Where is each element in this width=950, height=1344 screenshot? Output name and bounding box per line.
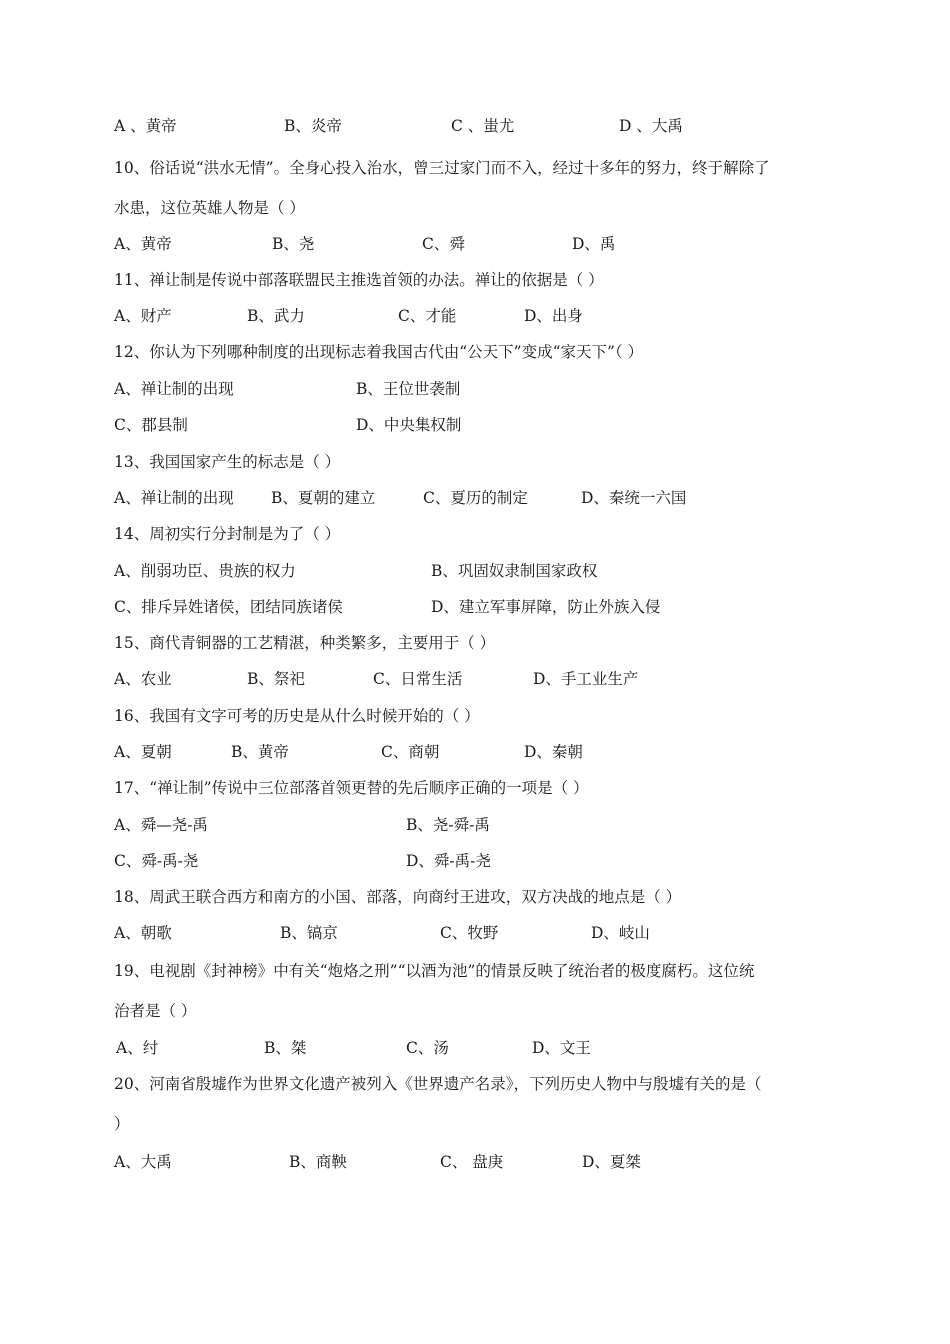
q15-option-d: D、手工业生产 bbox=[533, 670, 639, 688]
q20-text-line1: 20、河南省殷墟作为世界文化遗产被列入《世界遗产名录》，下列历史人物中与殷墟有关的是（ bbox=[114, 1075, 762, 1093]
q20-option-a: A、大禹 bbox=[114, 1153, 172, 1171]
q10-option-d: D、禹 bbox=[572, 235, 616, 253]
q12-text: 12、你认为下列哪种制度的出现标志着我国古代由“公天下”变成“家天下”（ ） bbox=[114, 343, 644, 361]
q19-text-line1: 19、电视剧《封神榜》中有关“炮烙之刑”“以酒为池”的情景反映了统治者的极度腐朽。这位统 bbox=[114, 962, 755, 980]
q20-option-c: C、 盘庚 bbox=[440, 1153, 504, 1171]
q12-option-c: C、郡县制 bbox=[114, 416, 188, 434]
q18-text: 18、周武王联合西方和南方的小国、部落，向商纣王进攻，双方决战的地点是（ ） bbox=[114, 888, 682, 906]
q18-option-d: D、岐山 bbox=[591, 924, 650, 942]
q14-text: 14、周初实行分封制是为了（ ） bbox=[114, 525, 341, 543]
q11-option-b: B、武力 bbox=[247, 307, 305, 325]
q20-option-d: D、夏桀 bbox=[582, 1153, 641, 1171]
q16-text: 16、我国有文字可考的历史是从什么时候开始的（ ） bbox=[114, 707, 480, 725]
q12-option-a: A、禅让制的出现 bbox=[114, 380, 234, 398]
q20-option-b: B、商鞅 bbox=[289, 1153, 347, 1171]
q15-text: 15、商代青铜器的工艺精湛，种类繁多，主要用于（ ） bbox=[114, 634, 496, 652]
q15-option-c: C、日常生活 bbox=[373, 670, 463, 688]
q19-option-a: A、纣 bbox=[116, 1039, 159, 1057]
q10-option-a: A、黄帝 bbox=[114, 235, 172, 253]
q14-option-c: C、排斥异姓诸侯，团结同族诸侯 bbox=[114, 598, 343, 616]
q20-text-line2: ） bbox=[114, 1115, 130, 1133]
q13-option-b: B、夏朝的建立 bbox=[271, 489, 376, 507]
q18-option-a: A、朝歌 bbox=[114, 924, 172, 942]
q16-option-c: C、商朝 bbox=[381, 743, 440, 761]
q15-option-b: B、祭祀 bbox=[247, 670, 305, 688]
q11-text: 11、禅让制是传说中部落联盟民主推选首领的办法。禅让的依据是（ ） bbox=[114, 271, 604, 289]
q13-option-a: A、禅让制的出现 bbox=[114, 489, 234, 507]
q12-option-d: D、中央集权制 bbox=[356, 416, 462, 434]
q19-option-d: D、文王 bbox=[532, 1039, 591, 1057]
q16-option-a: A、夏朝 bbox=[114, 743, 172, 761]
q18-option-c: C、牧野 bbox=[440, 924, 499, 942]
q9-option-d: D 、大禹 bbox=[619, 117, 683, 135]
q9-option-b: B、炎帝 bbox=[284, 117, 342, 135]
q17-option-a: A、舜—尧-禹 bbox=[114, 816, 208, 834]
q13-text: 13、我国国家产生的标志是（ ） bbox=[114, 453, 341, 471]
q11-option-d: D、出身 bbox=[524, 307, 583, 325]
q17-option-b: B、尧-舜-禹 bbox=[406, 816, 490, 834]
q9-option-c: C 、蚩尤 bbox=[451, 117, 515, 135]
q14-option-d: D、建立军事屏障，防止外族入侵 bbox=[431, 598, 661, 616]
q17-text: 17、“禅让制”传说中三位部落首领更替的先后顺序正确的一项是（ ） bbox=[114, 779, 589, 797]
q17-option-c: C、舜-禹-尧 bbox=[114, 852, 199, 870]
q17-option-d: D、舜-禹-尧 bbox=[406, 852, 491, 870]
q18-option-b: B、镐京 bbox=[280, 924, 338, 942]
q15-option-a: A、农业 bbox=[114, 670, 172, 688]
q9-option-a: A 、黄帝 bbox=[114, 117, 177, 135]
q14-option-a: A、削弱功臣、贵族的权力 bbox=[114, 562, 296, 580]
q16-option-d: D、秦朝 bbox=[524, 743, 583, 761]
q13-option-c: C、夏历的制定 bbox=[423, 489, 528, 507]
q19-option-c: C、汤 bbox=[406, 1039, 449, 1057]
q10-text-line1: 10、俗话说“洪水无情”。全身心投入治水，曾三过家门而不入，经过十多年的努力，终于解除了 bbox=[114, 159, 770, 177]
q11-option-c: C、才能 bbox=[398, 307, 457, 325]
q19-option-b: B、桀 bbox=[264, 1039, 307, 1057]
q10-option-c: C、舜 bbox=[422, 235, 465, 253]
q10-option-b: B、尧 bbox=[272, 235, 315, 253]
q13-option-d: D、秦统一六国 bbox=[581, 489, 687, 507]
q16-option-b: B、黄帝 bbox=[231, 743, 289, 761]
q12-option-b: B、王位世袭制 bbox=[356, 380, 461, 398]
q10-text-line2: 水患，这位英雄人物是（ ） bbox=[114, 199, 305, 217]
q11-option-a: A、财产 bbox=[114, 307, 172, 325]
q19-text-line2: 治者是（ ） bbox=[114, 1002, 197, 1020]
q14-option-b: B、巩固奴隶制国家政权 bbox=[431, 562, 598, 580]
